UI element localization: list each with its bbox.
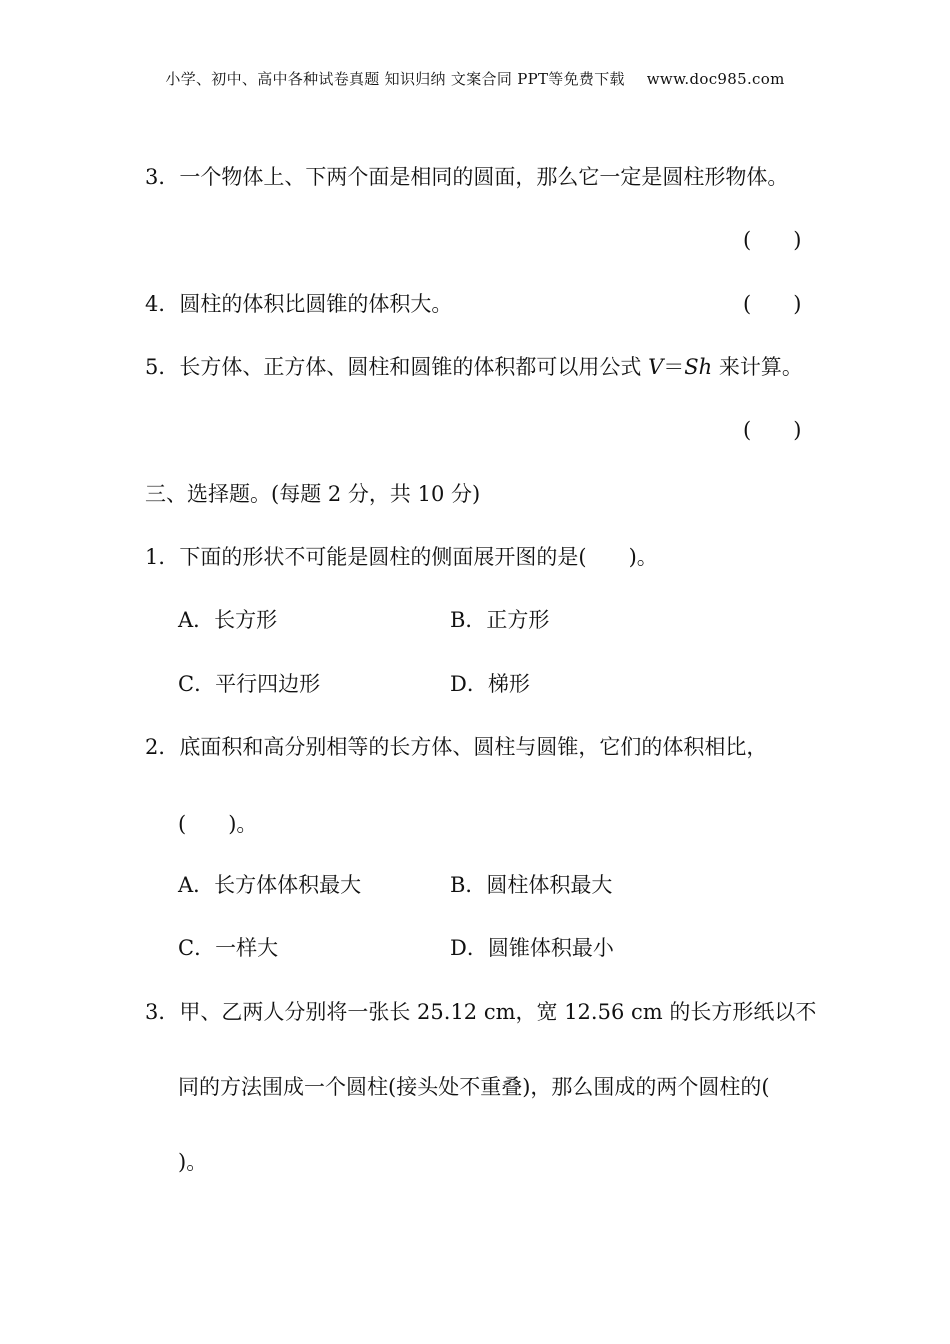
item-text: 甲、乙两人分别将一张长 25.12 cm，宽 12.56 cm 的长方形纸以不 (179, 1000, 817, 1024)
judge-item-5 (145, 353, 803, 381)
item-number: 1． (145, 545, 180, 569)
item-text: 长方体、正方体、圆柱和圆锥的体积都可以用公式 (179, 355, 649, 379)
item-number: 2． (145, 735, 180, 759)
option-d: D．梯形 (450, 672, 530, 696)
choice-question-3 (145, 998, 816, 1026)
item-text: 底面积和高分别相等的长方体、圆柱与圆锥，它们的体积相比， (179, 735, 768, 759)
formula-v: V (648, 355, 664, 379)
item-number: 3． (145, 1000, 180, 1024)
judge-item-3 (145, 163, 788, 191)
header-text: 小学、初中、高中各种试卷真题 知识归纳 文案合同 PPT等免费下载 (165, 70, 625, 88)
section-title: 三、选择题。(每题 2 分，共 10 分) (145, 482, 481, 506)
header-site: www.doc985.com (646, 70, 785, 88)
item-number: 5． (145, 355, 180, 379)
item-text: 下面的形状不可能是圆柱的侧面展开图的是( )。 (179, 545, 658, 569)
formula-eq: ＝ (663, 355, 685, 379)
item-number: 4． (145, 292, 180, 316)
formula-sh: Sh (684, 355, 713, 379)
option-b: B．正方形 (450, 608, 550, 632)
answer-paren: ( ) (743, 228, 802, 252)
option-b: B．圆柱体积最大 (450, 873, 613, 897)
judge-item-4 (145, 290, 452, 318)
option-a: A．长方形 (178, 608, 278, 632)
option-c: C．一样大 (178, 936, 279, 960)
option-d: D．圆锥体积最小 (450, 936, 614, 960)
question-continuation: 同的方法围成一个圆柱(接头处不重叠)，那么围成的两个圆柱的( (178, 1075, 770, 1099)
page-header (0, 68, 950, 89)
question-continuation: )。 (178, 1150, 208, 1174)
question-continuation: ( )。 (178, 812, 258, 836)
item-text: 圆柱的体积比圆锥的体积大。 (179, 292, 453, 316)
option-c: C．平行四边形 (178, 672, 321, 696)
choice-question-2 (145, 733, 767, 761)
item-text: 一个物体上、下两个面是相同的圆面，那么它一定是圆柱形物体。 (179, 165, 789, 189)
item-text-post: 来计算。 (712, 355, 803, 379)
option-a: A．长方体体积最大 (178, 873, 362, 897)
item-number: 3． (145, 165, 180, 189)
answer-paren: ( ) (743, 418, 802, 442)
choice-question-1 (145, 543, 658, 571)
answer-paren: ( ) (743, 292, 802, 316)
